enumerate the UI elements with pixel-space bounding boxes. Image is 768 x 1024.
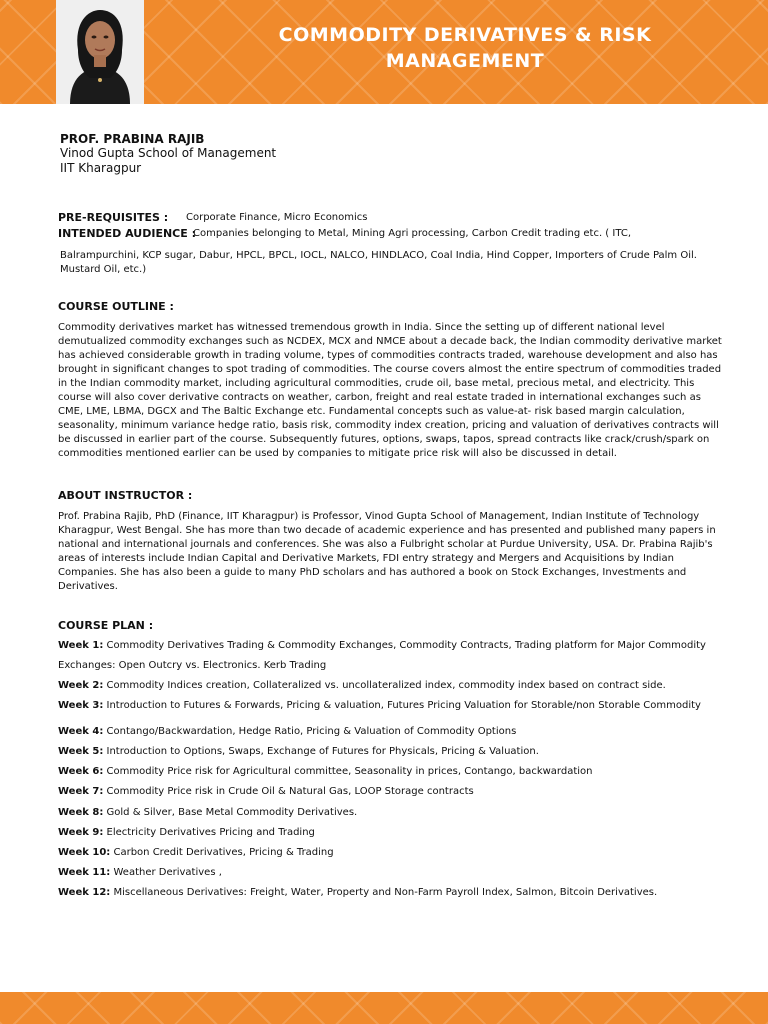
week-item	[58, 883, 722, 903]
week-item	[58, 696, 722, 716]
week-label: Week 12:	[58, 887, 111, 898]
week-item	[58, 823, 722, 843]
week-label: Week 4:	[58, 726, 104, 737]
week-item	[58, 762, 722, 782]
week-label: Week 7:	[58, 786, 104, 797]
week-text: Commodity Price risk for Agricultural committee, Seasonality in prices, Contango, backwardation	[106, 766, 593, 777]
week-item	[58, 742, 722, 762]
week-text: Introduction to Options, Swaps, Exchange of Futures for Physicals, Pricing & Valuation.	[106, 746, 539, 757]
audience-label: INTENDED AUDIENCE :	[58, 227, 196, 240]
course-title: COMMODITY DERIVATIVES & RISK MANAGEMENT	[278, 24, 652, 72]
institute-line-1: Vinod Gupta School of Management	[60, 146, 277, 160]
instructor-name: PROF. PRABINA RAJIB	[60, 132, 205, 146]
week-item	[58, 636, 722, 676]
about-instructor-heading: ABOUT INSTRUCTOR :	[58, 489, 193, 502]
header-banner	[0, 0, 768, 104]
week-item	[58, 843, 722, 863]
institute-line-2: IIT Kharagpur	[60, 161, 142, 175]
week-item	[58, 782, 722, 802]
week-label: Week 8:	[58, 807, 104, 818]
course-plan-heading: COURSE PLAN :	[58, 619, 154, 632]
week-text: Commodity Derivatives Trading & Commodity Exchanges, Commodity Contracts, Trading platform for Major Commodity Exchanges: Open Outcry vs. Electronics. Kerb Trading	[58, 640, 706, 671]
week-text: Commodity Indices creation, Collateralized vs. uncollateralized index, commodity index based on contract side.	[106, 680, 666, 691]
week-text: Gold & Silver, Base Metal Commodity Derivatives.	[106, 807, 358, 818]
week-text: Weather Derivatives ,	[113, 867, 222, 878]
prerequisites-label: PRE-REQUISITES :	[58, 211, 169, 224]
week-text: Electricity Derivatives Pricing and Trading	[106, 827, 315, 838]
audience-line-3: Mustard Oil, etc.)	[60, 264, 147, 275]
week-text: Miscellaneous Derivatives: Freight, Water, Property and Non-Farm Payroll Index, Salmon, Bitcoin Derivatives.	[113, 887, 658, 898]
week-label: Week 1:	[58, 640, 104, 651]
week-item	[58, 863, 722, 883]
about-instructor-text: Prof. Prabina Rajib, PhD (Finance, IIT Kharagpur) is Professor, Vinod Gupta School of Management, Indian Institute of Technology Kharagpur, West Bengal. She has more than two decade of academic experience and has presented and published many papers in national and international journals and conferences. She was also a Fulbright scholar at Purdue University, USA. Dr. Prabina Rajib's areas of interests include Indian Capital and Derivative Markets, FDI entry strategy and Mergers and Acquisitions by Indian Companies. She has also been a guide to many PhD scholars and has authored a book on Stock Exchanges, Investments and Derivatives.	[58, 511, 716, 592]
week-label: Week 3:	[58, 700, 104, 711]
prerequisites-value: Corporate Finance, Micro Economics	[186, 212, 368, 223]
week-label: Week 11:	[58, 867, 111, 878]
course-outline-text: Commodity derivatives market has witnessed tremendous growth in India. Since the setting up of different national level demutualized commodity exchanges such as NCDEX, MCX and NMCE about a decade back, the Indian commodity derivative market has achieved considerable growth in trading volume, types of commodities contracts traded, warehouse development and also has brought in significant changes to spot trading of commodities. The course covers almost the entire spectrum of commodities traded in the Indian commodity market, including agricultural commodities, crude oil, base metal, precious metal, and electricity. This course will also cover derivative contracts on weather, carbon, freight and real estate traded in international exchanges such as CME, LME, LBMA, DGCX and The Baltic Exchange etc. Fundamental concepts such as value-at- risk based margin calculation, seasonality, minimum variance hedge ratio, basis risk, commodity index creation, pricing and valuation of derivatives contracts will be discussed in earlier part of the course. Subsequently futures, options, swaps, tapos, spread contracts like crack/crush/spark on commodities mentioned earlier can be used by companies to mitigate price risk will also be discussed in detail.	[58, 322, 722, 459]
week-label: Week 2:	[58, 680, 104, 691]
week-text: Commodity Price risk in Crude Oil & Natural Gas, LOOP Storage contracts	[106, 786, 474, 797]
course-outline-heading: COURSE OUTLINE :	[58, 300, 174, 313]
week-item	[58, 722, 722, 742]
week-text: Carbon Credit Derivatives, Pricing & Trading	[113, 847, 334, 858]
week-item	[58, 803, 722, 823]
week-text: Introduction to Futures & Forwards, Pricing & valuation, Futures Pricing Valuation for Storable/non Storable Commodity	[106, 700, 701, 711]
week-item	[58, 676, 722, 696]
week-label: Week 10:	[58, 847, 111, 858]
instructor-photo	[56, 0, 144, 104]
week-text: Contango/Backwardation, Hedge Ratio, Pricing & Valuation of Commodity Options	[106, 726, 517, 737]
audience-line-1: Companies belonging to Metal, Mining Agri processing, Carbon Credit trading etc. ( ITC,	[193, 228, 632, 239]
week-label: Week 6:	[58, 766, 104, 777]
week-label: Week 5:	[58, 746, 104, 757]
footer-banner	[0, 992, 768, 1024]
audience-line-2: Balrampurchini, KCP sugar, Dabur, HPCL, BPCL, IOCL, NALCO, HINDLACO, Coal India, Hind Copper, Importers of Crude Palm Oil.	[60, 250, 697, 261]
week-label: Week 9:	[58, 827, 104, 838]
